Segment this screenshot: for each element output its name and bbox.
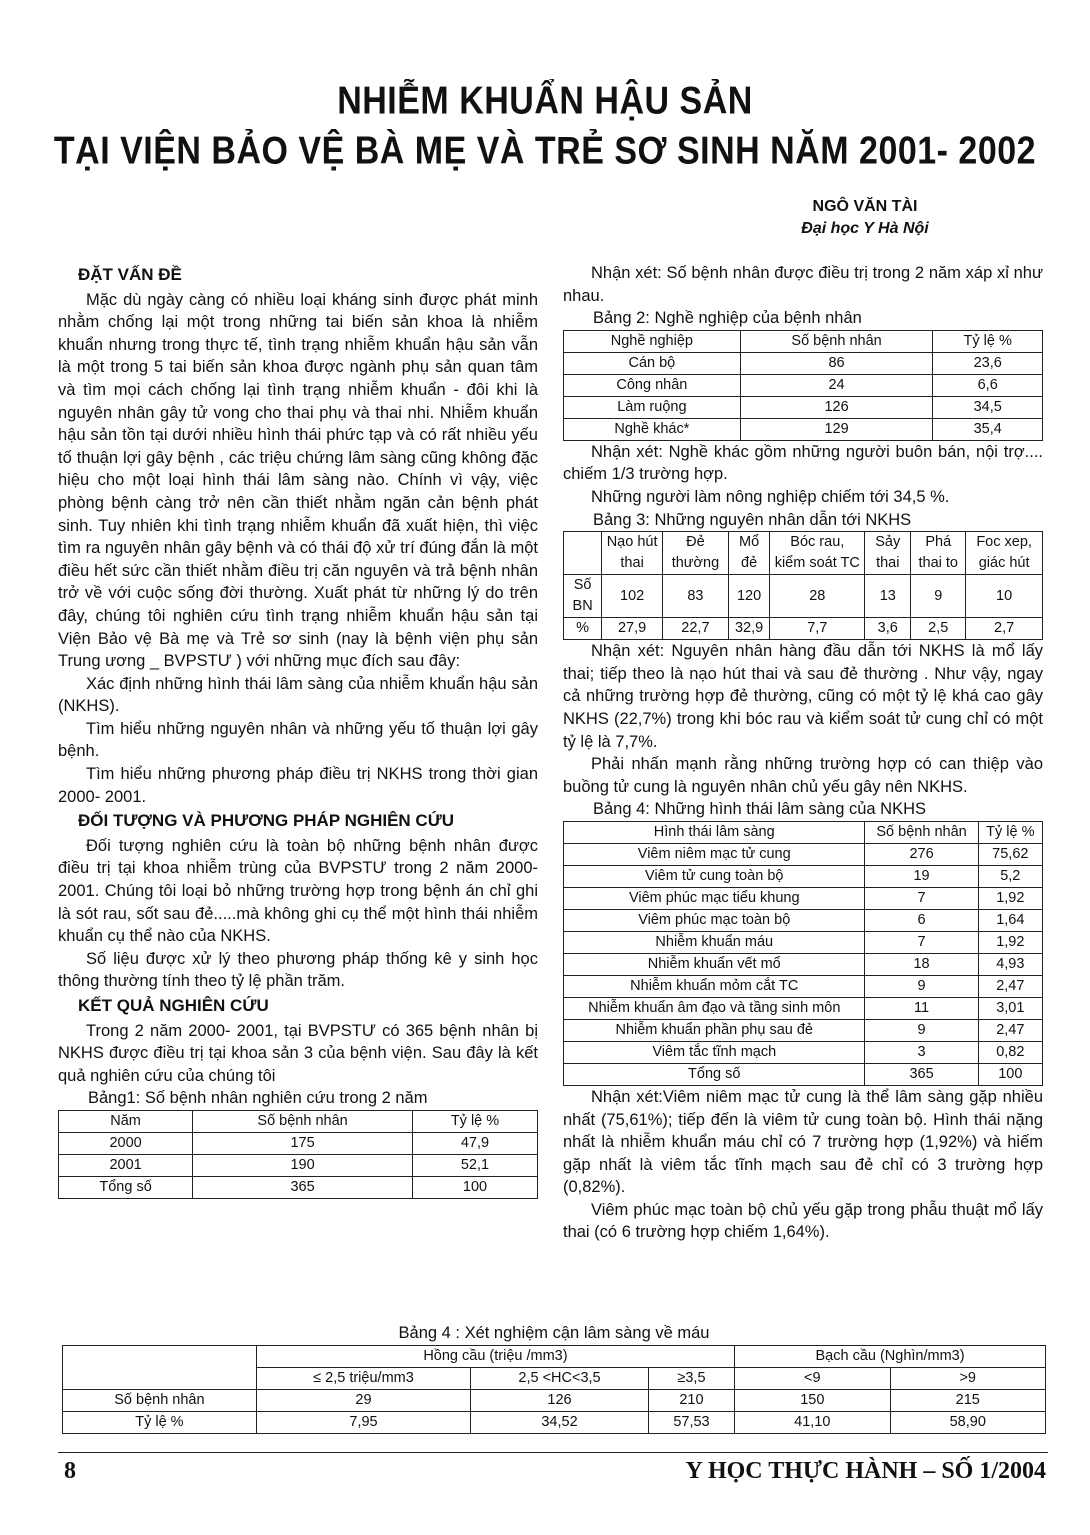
table-cell: 28: [770, 575, 865, 618]
table-cell: 210: [648, 1390, 734, 1412]
table-header: Nghề nghiệp: [564, 330, 741, 352]
table-cell: 9: [911, 575, 966, 618]
table-header: ≥3,5: [648, 1368, 734, 1390]
table-cell: Viêm tử cung toàn bộ: [564, 865, 865, 887]
table-header: Năm: [59, 1110, 193, 1132]
table-cell: 3: [865, 1041, 978, 1063]
table-header: Số bệnh nhân: [193, 1110, 413, 1132]
table1: [58, 1110, 538, 1199]
table-cell: 4,93: [978, 953, 1042, 975]
table-cell: 126: [740, 396, 933, 418]
table-row: [564, 843, 1043, 865]
table-cell: 19: [865, 865, 978, 887]
table-cell: 41,10: [735, 1412, 890, 1434]
table2-caption: Bảng 2: Nghề nghiệp của bệnh nhân: [593, 309, 862, 328]
table-row: [564, 975, 1043, 997]
journal-name: Y HỌC THỰC HÀNH – SỐ 1/2004: [685, 1458, 1046, 1484]
table-header: 2,5 <HC<3,5: [471, 1368, 649, 1390]
table-cell: Viêm niêm mạc tử cung: [564, 843, 865, 865]
paragraph: Số liệu được xử lý theo phương pháp thống kê y sinh học thông thường tính theo tỷ lệ phần trăm.: [58, 949, 538, 991]
table-cell: Tỷ lệ %: [63, 1412, 257, 1434]
table-row: [564, 618, 1043, 640]
table-cell: Số bệnh nhân: [63, 1390, 257, 1412]
table-cell: 190: [193, 1154, 413, 1176]
table-cell: 24: [740, 374, 933, 396]
table-row: [564, 575, 1043, 618]
table-cell: 57,53: [648, 1412, 734, 1434]
bottom-table-section: [62, 1324, 1046, 1434]
table-cell: 175: [193, 1132, 413, 1154]
table-cell: %: [564, 618, 602, 640]
table-cell: 32,9: [728, 618, 769, 640]
left-column: [58, 262, 538, 1199]
table-cell: 27,9: [602, 618, 663, 640]
paragraph: Nhận xét: Số bệnh nhân được điều trị trong 2 năm xáp xỉ như nhau.: [563, 264, 1043, 305]
table-cell: 7,95: [256, 1412, 470, 1434]
table-cell: 34,5: [933, 396, 1043, 418]
table-cell: 10: [966, 575, 1043, 618]
table-header: Sảy thai: [865, 532, 911, 575]
table-cell: 2,5: [911, 618, 966, 640]
table-row: [564, 909, 1043, 931]
page-number: 8: [64, 1458, 76, 1484]
heading-methods: ĐỐI TƯỢNG VÀ PHƯƠNG PHÁP NGHIÊN CỨU: [78, 811, 455, 831]
table-cell: 1,92: [978, 931, 1042, 953]
table-header: Phá thai to: [911, 532, 966, 575]
table-cell: 13: [865, 575, 911, 618]
table-cell: 83: [662, 575, 728, 618]
table4-caption: Bảng 4: Những hình thái lâm sàng của NKHS: [593, 800, 926, 819]
table-cell: 0,82: [978, 1041, 1042, 1063]
table-cell: 2001: [59, 1154, 193, 1176]
paragraph: Viêm phúc mạc toàn bộ chủ yếu gặp trong phẫu thuật mổ lấy thai (có 6 trường hợp chiếm 1,64%).: [563, 1200, 1043, 1242]
heading-introduction: ĐẶT VẤN ĐỀ: [78, 265, 182, 284]
table2: [563, 330, 1043, 441]
table-cell: 1,92: [978, 887, 1042, 909]
table4: [563, 821, 1043, 1086]
table-row: [59, 1132, 538, 1154]
table-group-header: Bạch cầu (Nghìn/mm3): [735, 1346, 1046, 1368]
paragraph: Nhận xét: Nguyên nhân hàng đầu dẫn tới NKHS là mổ lấy thai; tiếp theo là nạo hút thai và sau đẻ thường . Như vậy, ngay cả những trường hợp đẻ thường, cũng có một tỷ lệ khá cao gây NKHS (22,7%) trong khi bóc rau và kiểm soát tử cung chỉ có một tỷ lệ là 7,7%.: [563, 642, 1043, 751]
table-cell: 47,9: [412, 1132, 537, 1154]
table-cell: 2,47: [978, 975, 1042, 997]
table-header: Foc xep, giác hút: [966, 532, 1043, 575]
table-row: [564, 887, 1043, 909]
footer-divider: [58, 1452, 1048, 1453]
table-cell: 215: [890, 1390, 1046, 1412]
table-header-empty: [63, 1346, 257, 1390]
table-cell: Viêm phúc mạc toàn bộ: [564, 909, 865, 931]
table-header: <9: [735, 1368, 890, 1390]
table-row: [564, 1063, 1043, 1085]
table-header: Tỷ lệ %: [933, 330, 1043, 352]
table-cell: 129: [740, 418, 933, 440]
table-cell: 2000: [59, 1132, 193, 1154]
title-line-2: TẠI VIỆN BẢO VỆ BÀ MẸ VÀ TRẺ SƠ SINH NĂM 2001- 2002: [53, 129, 1037, 173]
bottom-table: [62, 1345, 1046, 1434]
table-cell: 1,64: [978, 909, 1042, 931]
table-cell: Viêm tắc tĩnh mạch: [564, 1041, 865, 1063]
table-cell: 365: [193, 1176, 413, 1198]
table-cell: 52,1: [412, 1154, 537, 1176]
bottom-table-caption: Bảng 4 : Xét nghiệm cận lâm sàng về máu: [398, 1324, 710, 1342]
table-cell: Nghề khác*: [564, 418, 741, 440]
table-header: Hình thái lâm sàng: [564, 821, 865, 843]
table-row: [564, 953, 1043, 975]
table-cell: 150: [735, 1390, 890, 1412]
table-row: [564, 352, 1043, 374]
table-cell: Nhiễm khuẩn máu: [564, 931, 865, 953]
paragraph: Phải nhấn mạnh rằng những trường hợp có can thiệp vào buồng tử cung là nguyên nhân chủ yếu gây nên NKHS.: [563, 755, 1043, 796]
table-cell: 2,7: [966, 618, 1043, 640]
table-cell: 3,6: [865, 618, 911, 640]
table-cell: 23,6: [933, 352, 1043, 374]
paragraph: Nhận xét:Viêm niêm mạc tử cung là thể lâm sàng gặp nhiều nhất (75,61%); tiếp đến là viêm tử cung toàn bộ. Hình thái nặng nhất là nhiễm khuẩn máu chỉ có 7 trường hợp (1,92%) và hiếm gặp nhất là viêm tắc tĩnh mạch sau đẻ chỉ có 3 trường hợp (0,82%).: [563, 1087, 1043, 1197]
table-row: [564, 1019, 1043, 1041]
table-cell: Tổng số: [564, 1063, 865, 1085]
table-row: [564, 418, 1043, 440]
table-cell: 126: [471, 1390, 649, 1412]
table-cell: 100: [412, 1176, 537, 1198]
table-cell: 75,62: [978, 843, 1042, 865]
paragraph: Xác định những hình thái lâm sàng của nhiễm khuẩn hậu sản (NKHS).: [58, 674, 538, 716]
table3-caption: Bảng 3: Những nguyên nhân dẫn tới NKHS: [593, 510, 912, 529]
table-cell: 120: [728, 575, 769, 618]
table-cell: Số BN: [564, 575, 602, 618]
paragraph: Những người làm nông nghiệp chiếm tới 34,5 %.: [591, 487, 950, 506]
table-cell: Viêm phúc mạc tiểu khung: [564, 887, 865, 909]
table-cell: Nhiễm khuẩn vết mổ: [564, 953, 865, 975]
table-cell: 18: [865, 953, 978, 975]
table-cell: Nhiễm khuẩn phần phụ sau đẻ: [564, 1019, 865, 1041]
table-row: [63, 1412, 1046, 1434]
table-row: [564, 374, 1043, 396]
table-cell: 11: [865, 997, 978, 1019]
table-group-header: Hồng cầu (triệu /mm3): [256, 1346, 734, 1368]
table-row: [564, 865, 1043, 887]
table-row: [63, 1390, 1046, 1412]
paragraph: Tìm hiểu những nguyên nhân và những yếu tố thuận lợi gây bệnh.: [58, 719, 538, 761]
table-cell: 2,47: [978, 1019, 1042, 1041]
paragraph: Tìm hiểu những phương pháp điều trị NKHS trong thời gian 2000- 2001.: [58, 765, 538, 806]
title-line-1: NHIỄM KHUẨN HẬU SẢN: [337, 79, 753, 123]
table-cell: 86: [740, 352, 933, 374]
table-cell: 7: [865, 887, 978, 909]
table-cell: 5,2: [978, 865, 1042, 887]
table-cell: 22,7: [662, 618, 728, 640]
table-cell: 3,01: [978, 997, 1042, 1019]
author-name: NGÔ VĂN TÀI: [812, 198, 918, 215]
table-cell: 276: [865, 843, 978, 865]
table-header: Bóc rau, kiểm soát TC: [770, 532, 865, 575]
table-header: >9: [890, 1368, 1046, 1390]
heading-results: KẾT QUẢ NGHIÊN CỨU: [78, 996, 269, 1015]
table-cell: 102: [602, 575, 663, 618]
right-column: [563, 262, 1043, 1244]
table-cell: Cán bộ: [564, 352, 741, 374]
table-cell: 9: [865, 1019, 978, 1041]
table-cell: Nhiễm khuẩn mỏm cắt TC: [564, 975, 865, 997]
table-header: [564, 532, 602, 575]
paragraph: Trong 2 năm 2000- 2001, tại BVPSTƯ có 365 bệnh nhân bị NKHS được điều trị tại khoa sản 3 của bệnh viện. Sau đây là kết quả nghiên cứu của chúng tôi: [58, 1021, 538, 1085]
table-row: [564, 1041, 1043, 1063]
table-row: [564, 396, 1043, 418]
table-cell: 100: [978, 1063, 1042, 1085]
table-header: Mổ đẻ: [728, 532, 769, 575]
table-cell: Tổng số: [59, 1176, 193, 1198]
table-cell: Công nhân: [564, 374, 741, 396]
table-header: Tỷ lệ %: [978, 821, 1042, 843]
paragraph: Mặc dù ngày càng có nhiều loại kháng sinh được phát minh nhằm chống lại một trong những tai biến sản khoa là nhiễm khuẩn nhưng trong thực tế, tình trạng nhiễm khuẩn hậu sản vẫn là một trong 5 tai biến sản khoa được ngành phụ sản quan tâm và tìm mọi cách chống lại tình trạng nhiễm khuẩn - đôi khi là nguyên nhân gây tử vong cho thai phụ và thai nhi. Nhiễm khuẩn hậu sản tồn tại dưới nhiều hình thái phức tạp và có rất nhiều yếu tố thuận lợi gây bệnh , các triệu chứng lâm sàng cũng không đặc hiệu cho một loại hình thái lâm sàng nào. Chính vì vậy, việc phòng bệnh càng trở nên cần thiết nhằm ngăn cản bệnh phát sinh. Tuy nhiên khi tình trạng nhiễm khuẩn đã xuất hiện, thì việc tìm ra nguyên nhân gây bệnh và có thái độ xử trí đúng đắn là một điều hết sức cần thiết nhằm điều trị căn nguyên và trả bệnh nhân trở về với cuộc sống đời thường. Xuất phát từ những lý do trên đây, chúng tôi nghiên cứu tình trạng nhiễm khuẩn hậu sản tại Viện Bảo vệ Bà mẹ và Trẻ sơ sinh (nay là bệnh viện phụ sản Trung ương _ BVPSTƯ ) với những mục đích sau đây:: [58, 290, 538, 671]
table-row: [59, 1154, 538, 1176]
table-cell: 7,7: [770, 618, 865, 640]
table-cell: Nhiễm khuẩn âm đạo và tầng sinh môn: [564, 997, 865, 1019]
table-cell: 7: [865, 931, 978, 953]
table-cell: 9: [865, 975, 978, 997]
table3: [563, 531, 1043, 640]
table-cell: 29: [256, 1390, 470, 1412]
table-row: [564, 997, 1043, 1019]
table-cell: 6,6: [933, 374, 1043, 396]
table-header: ≤ 2,5 triệu/mm3: [256, 1368, 470, 1390]
author-affiliation: Đại học Y Hà Nội: [801, 220, 929, 237]
table-cell: 58,90: [890, 1412, 1046, 1434]
table-header: Số bệnh nhân: [740, 330, 933, 352]
table-header: Số bệnh nhân: [865, 821, 978, 843]
table-cell: 34,52: [471, 1412, 649, 1434]
paragraph: Đối tượng nghiên cứu là toàn bộ những bệnh nhân được điều trị tại khoa nhiễm trùng của BVPSTƯ trong 2 năm 2000- 2001. Chúng tôi loại bỏ những trường hợp trong bệnh án chỉ ghi là sót rau, sốt sau đẻ.....mà không ghi cụ thể một hình thái nhiễm khuẩn cụ thể nào của NKHS.: [58, 836, 538, 946]
table-cell: 35,4: [933, 418, 1043, 440]
table-header: Nạo hút thai: [602, 532, 663, 575]
table-row: [59, 1176, 538, 1198]
table-header: Đẻ thường: [662, 532, 728, 575]
table-cell: Làm ruộng: [564, 396, 741, 418]
table1-caption: Bảng1: Số bệnh nhân nghiên cứu trong 2 năm: [88, 1089, 428, 1108]
table-header: Tỷ lệ %: [412, 1110, 537, 1132]
table-cell: 365: [865, 1063, 978, 1085]
table-cell: 6: [865, 909, 978, 931]
table-row: [564, 931, 1043, 953]
paragraph: Nhận xét: Nghề khác gồm những người buôn bán, nội trợ.... chiếm 1/3 trường hợp.: [563, 442, 1043, 484]
